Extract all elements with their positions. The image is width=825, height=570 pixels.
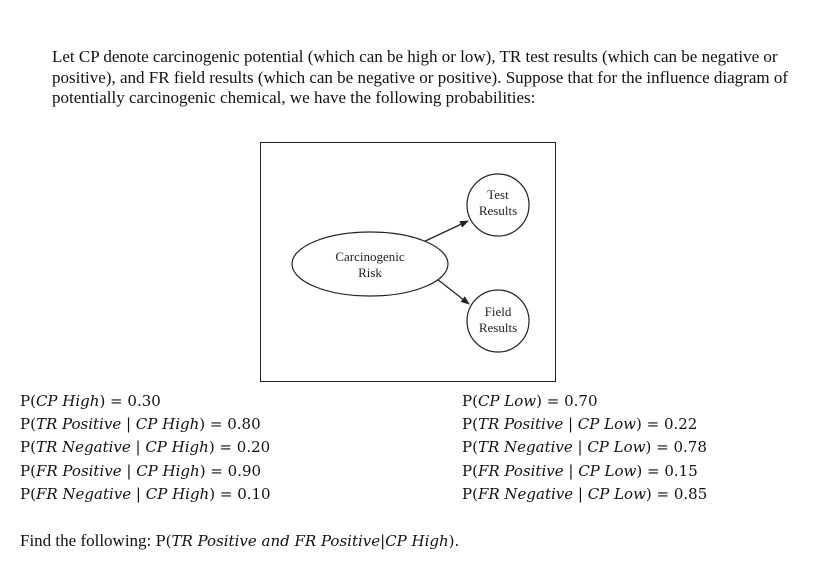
field-node-label-line1: Field — [484, 304, 512, 319]
probability-line: P(FR Negative | CP High) = 0.10 — [20, 484, 271, 503]
node-field-results — [467, 290, 529, 352]
probability-event: TR Negative | CP High — [35, 438, 209, 457]
risk-node-label-line1: Carcinogenic — [335, 249, 405, 264]
probability-value: 0.30 — [127, 392, 161, 410]
test-node-label-line1: Test — [487, 187, 509, 202]
probability-value: 0.22 — [663, 415, 698, 434]
probability-value: 0.10 — [237, 484, 271, 503]
probability-event: FR Negative | CP High — [35, 484, 210, 503]
probabilities-cp-high — [20, 390, 271, 506]
probability-line: P(TR Positive | CP Low) = 0.22 — [462, 415, 698, 434]
probability-value: 0.80 — [227, 415, 261, 434]
question-event: TR Positive and FR Positive|CP High — [171, 532, 449, 550]
probability-value: 0.20 — [236, 438, 271, 457]
probability-line: P(TR Positive | CP High) = 0.80 — [20, 415, 261, 434]
probabilities-cp-low — [462, 390, 707, 506]
arrow-risk-to-test — [421, 221, 468, 243]
influence-diagram — [260, 142, 556, 382]
problem-statement: Let CP denote carcinogenic potential (which can be high or low), TR test results (which can be negative or positive), and FR field results (which can be negative or positive). Suppose that for the influence diagram of potentially carcinogenic chemical, we have the following probabilities: — [52, 47, 788, 107]
probability-line: P(CP Low) = 0.70 — [462, 392, 598, 410]
probability-line: P(FR Negative | CP Low) = 0.85 — [462, 484, 708, 503]
probability-event: TR Positive | CP Low — [477, 415, 636, 434]
node-carcinogenic-risk — [292, 232, 448, 296]
probability-line: P(CP High) = 0.30 — [20, 392, 161, 410]
question-expression: P(TR Positive and FR Positive|CP High). — [155, 532, 460, 550]
probability-value: 0.78 — [673, 438, 707, 457]
field-node-label-line2: Results — [478, 320, 518, 335]
probability-event: CP High — [35, 392, 100, 410]
probability-value: 0.15 — [664, 461, 698, 480]
probability-value: 0.85 — [673, 484, 708, 503]
probability-line: P(TR Negative | CP High) = 0.20 — [20, 438, 271, 457]
influence-diagram-canvas — [261, 143, 557, 383]
probability-event: FR Positive | CP High — [35, 461, 200, 480]
question-text — [20, 531, 459, 551]
probability-value: 0.70 — [564, 392, 598, 410]
node-test-results — [467, 174, 529, 236]
arrow-risk-to-field — [437, 279, 469, 304]
probability-line: P(TR Negative | CP Low) = 0.78 — [462, 438, 707, 457]
probability-event: CP Low — [477, 392, 537, 410]
probability-event: TR Positive | CP High — [35, 415, 200, 434]
probability-event: FR Negative | CP Low — [477, 484, 646, 503]
risk-node-label-line2: Risk — [358, 265, 382, 280]
probability-value: 0.90 — [227, 461, 262, 480]
probability-line: P(FR Positive | CP Low) = 0.15 — [462, 461, 698, 480]
probability-event: FR Positive | CP Low — [477, 461, 637, 480]
probability-line: P(FR Positive | CP High) = 0.90 — [20, 461, 262, 480]
question-prefix: Find the following: — [20, 531, 156, 550]
test-node-label-line2: Results — [478, 203, 518, 218]
probability-event: TR Negative | CP Low — [477, 438, 646, 457]
